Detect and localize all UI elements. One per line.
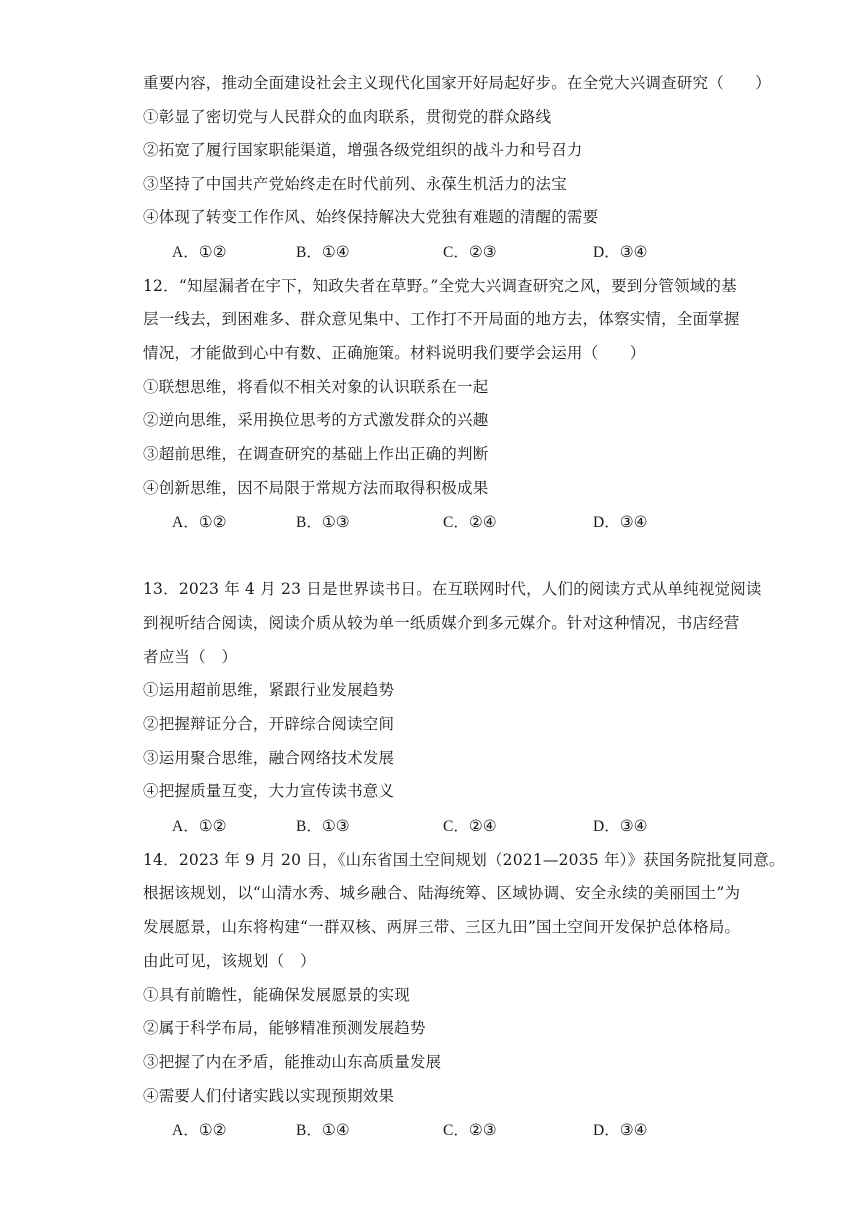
q11-statement-1: ①彰显了密切党与人民群众的血肉联系，贯彻党的群众路线 <box>143 108 552 126</box>
q14-stem-line-2: 根据该规划，以“山清水秀、城乡融合、陆海统筹、区域协调、安全永续的美丽国土”为 <box>143 884 741 902</box>
q13-stem-line-3: 者应当（ ） <box>143 648 238 666</box>
q14-option-c[interactable]: C．②③ <box>443 1121 497 1139</box>
q12-stem-line-1: 12．“知屋漏者在宇下，知政失者在草野。”全党大兴调查研究之风，要到分管领域的基 <box>143 277 737 295</box>
q11-statement-3: ③坚持了中国共产党始终走在时代前列、永葆生机活力的法宝 <box>143 175 567 193</box>
q12-option-d[interactable]: D．③④ <box>593 513 648 531</box>
q13-statement-4: ④把握质量互变，大力宣传读书意义 <box>143 782 395 800</box>
q12-stem-line-3: 情况，才能做到心中有数、正确施策。材料说明我们要学会运用（ ） <box>143 344 646 362</box>
q13-option-c[interactable]: C．②④ <box>443 817 497 835</box>
q11-option-b[interactable]: B．①④ <box>296 243 350 261</box>
q13-option-b[interactable]: B．①③ <box>296 817 350 835</box>
q14-statement-4: ④需要人们付诸实践以实现预期效果 <box>143 1087 395 1105</box>
q14-option-a[interactable]: A．①② <box>172 1121 227 1139</box>
q11-option-a[interactable]: A．①② <box>172 243 227 261</box>
q14-stem-line-4: 由此可见，该规划（ ） <box>143 952 316 970</box>
q13-stem-line-1: 13．2023 年 4 月 23 日是世界读书日。在互联网时代，人们的阅读方式从单纯视觉阅读 <box>143 580 762 598</box>
q14-option-d[interactable]: D．③④ <box>593 1121 648 1139</box>
q14-statement-3: ③把握了内在矛盾，能推动山东高质量发展 <box>143 1053 442 1071</box>
q12-statement-1: ①联想思维，将看似不相关对象的认识联系在一起 <box>143 378 489 396</box>
q11-statement-2: ②拓宽了履行国家职能渠道，增强各级党组织的战斗力和号召力 <box>143 141 583 159</box>
q11-option-d[interactable]: D．③④ <box>593 243 648 261</box>
q12-option-c[interactable]: C．②④ <box>443 513 497 531</box>
q11-statement-4: ④体现了转变工作作风、始终保持解决大党独有难题的清醒的需要 <box>143 208 599 226</box>
q13-statement-3: ③运用聚合思维，融合网络技术发展 <box>143 749 395 767</box>
q12-statement-2: ②逆向思维，采用换位思考的方式激发群众的兴趣 <box>143 411 489 429</box>
q13-option-a[interactable]: A．①② <box>172 817 227 835</box>
q14-option-b[interactable]: B．①④ <box>296 1121 350 1139</box>
q14-statement-2: ②属于科学布局，能够精准预测发展趋势 <box>143 1019 426 1037</box>
q12-option-b[interactable]: B．①③ <box>296 513 350 531</box>
q11-stem-line: 重要内容，推动全面建设社会主义现代化国家开好局起好步。在全党大兴调查研究（ ） <box>143 74 772 92</box>
q13-statement-2: ②把握辩证分合，开辟综合阅读空间 <box>143 715 395 733</box>
q12-stem-line-2: 层一线去，到困难多、群众意见集中、工作打不开局面的地方去，体察实情，全面掌握 <box>143 310 740 328</box>
q13-statement-1: ①运用超前思维，紧跟行业发展趋势 <box>143 681 395 699</box>
q14-statement-1: ①具有前瞻性，能确保发展愿景的实现 <box>143 986 410 1004</box>
q13-stem-line-2: 到视听结合阅读，阅读介质从较为单一纸质媒介到多元媒介。针对这种情况，书店经营 <box>143 614 740 632</box>
q13-option-d[interactable]: D．③④ <box>593 817 648 835</box>
q11-option-c[interactable]: C．②③ <box>443 243 497 261</box>
q14-stem-line-3: 发展愿景，山东将构建“一群双核、两屏三带、三区九田”国土空间开发保护总体格局。 <box>143 918 741 936</box>
q12-option-a[interactable]: A．①② <box>172 513 227 531</box>
q14-stem-line-1: 14．2023 年 9 月 20 日，《山东省国土空间规划（2021—2035 年）》获国务院批复同意。 <box>143 851 785 869</box>
q12-statement-4: ④创新思维，因不局限于常规方法而取得积极成果 <box>143 479 489 497</box>
q12-statement-3: ③超前思维，在调查研究的基础上作出正确的判断 <box>143 445 489 463</box>
